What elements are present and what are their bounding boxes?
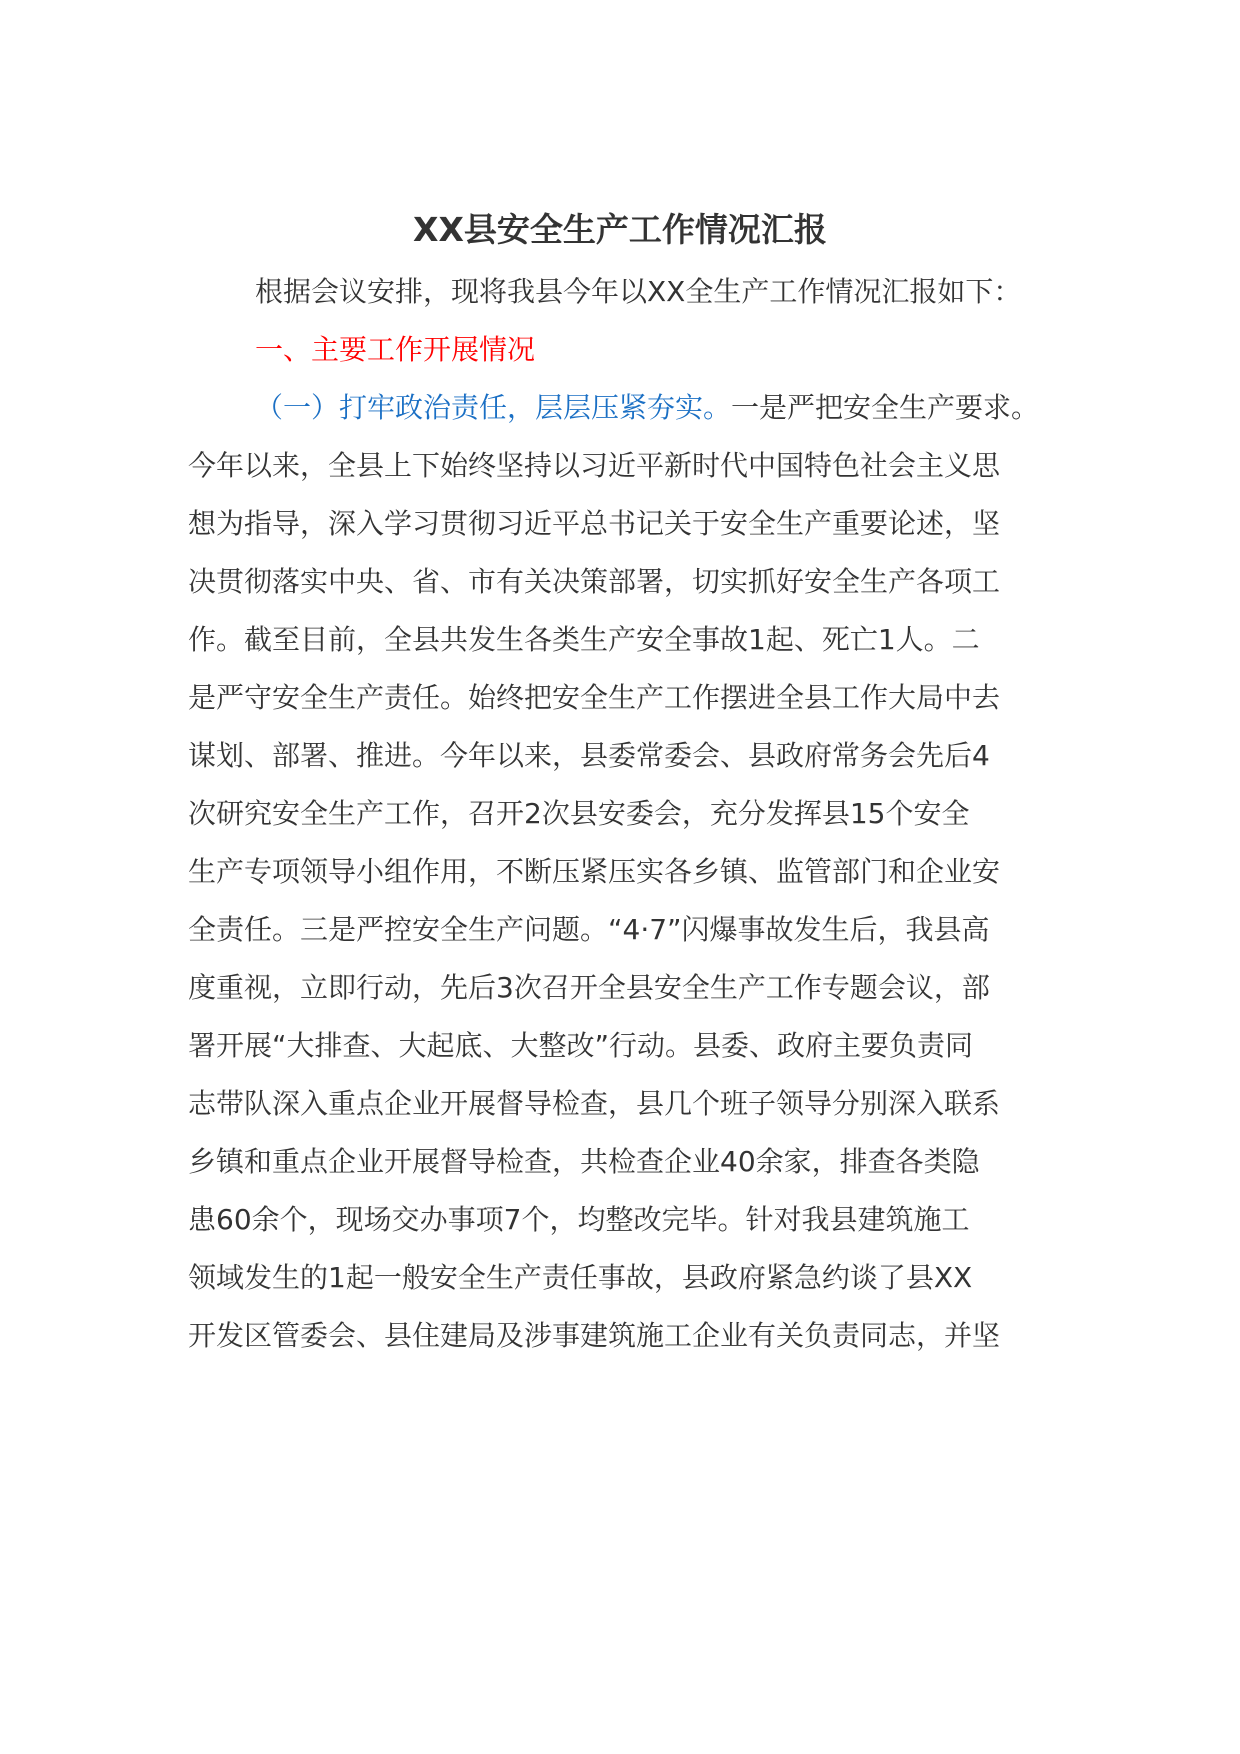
body-line: 领域发生的1起一般安全生产责任事故，县政府紧急约谈了县XX [188, 1261, 973, 1294]
section-heading: 一、主要工作开展情况 [255, 333, 536, 366]
body-line: 署开展“大排查、大起底、大整改”行动。县委、政府主要负责同 [188, 1029, 974, 1062]
body-line: 全责任。三是严控安全生产问题。“4·7”闪爆事故发生后，我县高 [188, 913, 990, 946]
body-line: 患60余个，现场交办事项7个，均整改完毕。针对我县建筑施工 [188, 1203, 970, 1236]
body-line: 是严守安全生产责任。始终把安全生产工作摆进全县工作大局中去 [188, 681, 1001, 714]
body-line: 生产专项领导小组作用，不断压紧压实各乡镇、监管部门和企业安 [188, 855, 1001, 888]
body-line: 决贯彻落实中央、省、市有关决策部署，切实抓好安全生产各项工 [188, 565, 1001, 598]
body-line: 次研究安全生产工作，召开2次县安委会，充分发挥县15个安全 [188, 797, 970, 830]
body-line: 开发区管委会、县住建局及涉事建筑施工企业有关负责同志，并坚 [188, 1319, 1001, 1352]
body-line: 想为指导，深入学习贯彻习近平总书记关于安全生产重要论述，坚 [188, 507, 1001, 540]
intro-paragraph: 根据会议安排，现将我县今年以XX全生产工作情况汇报如下： [255, 275, 1022, 308]
body-line: 作。截至目前，全县共发生各类生产安全事故1起、死亡1人。二 [188, 623, 980, 656]
subsection-heading: （一）打牢政治责任，层层压紧夯实。 [255, 391, 732, 424]
subsection-paragraph-start [255, 388, 1135, 428]
body-line: 谋划、部署、推进。今年以来，县委常委会、县政府常务会先后4 [188, 739, 990, 772]
body-line: 今年以来，全县上下始终坚持以习近平新时代中国特色社会主义思 [188, 449, 1001, 482]
body-line: 乡镇和重点企业开展督导检查，共检查企业40余家，排查各类隐 [188, 1145, 980, 1178]
document-title: XX县安全生产工作情况汇报 [413, 210, 827, 249]
body-line: 度重视，立即行动，先后3次召开全县安全生产工作专题会议，部 [188, 971, 990, 1004]
subsection-lead-text: 一是严把安全生产要求。 [731, 391, 1040, 424]
body-line: 志带队深入重点企业开展督导检查，县几个班子领导分别深入联系 [188, 1087, 1001, 1120]
